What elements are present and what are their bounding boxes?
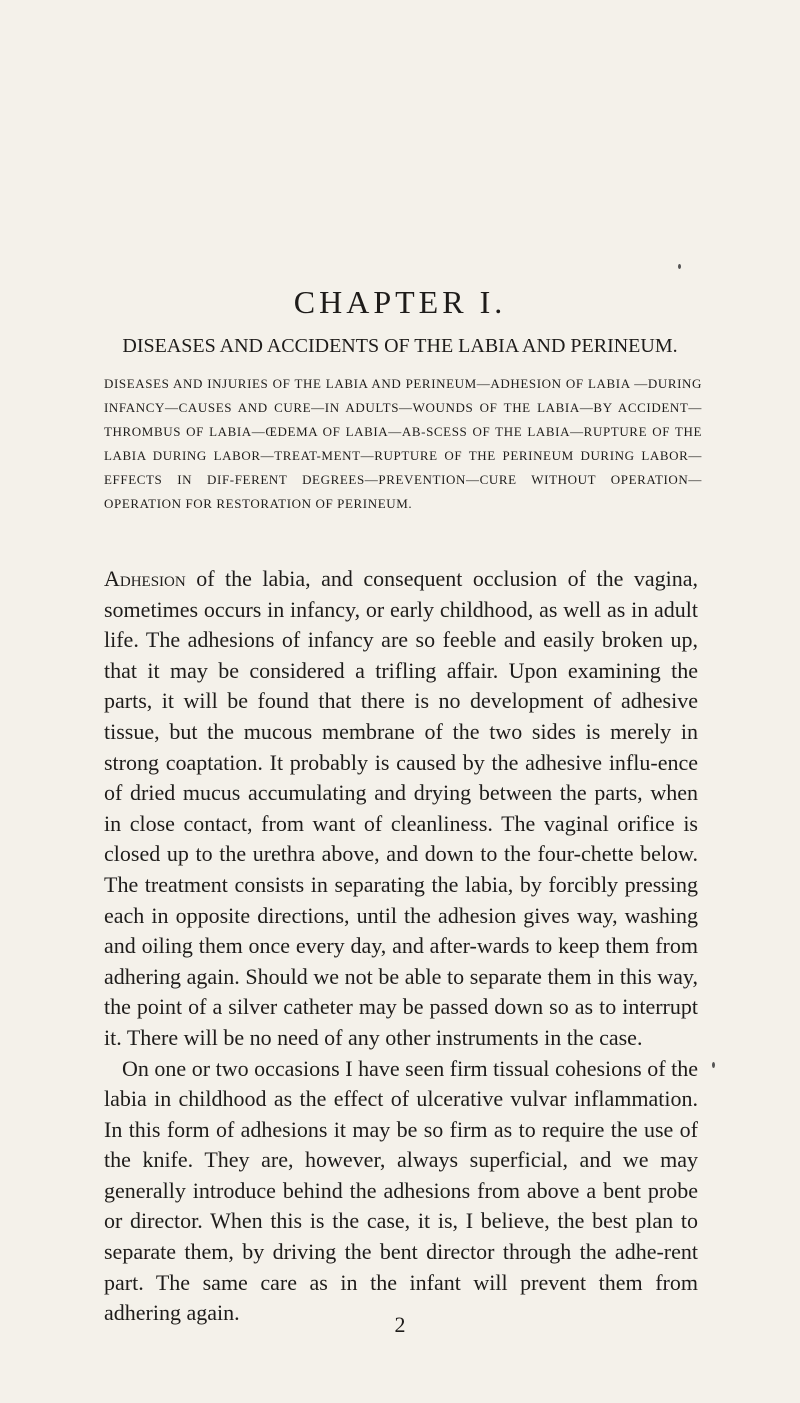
ink-speck <box>712 1062 715 1068</box>
page-number: 2 <box>394 1312 406 1337</box>
chapter-title: DISEASES AND ACCIDENTS OF THE LABIA AND PERINEUM. <box>122 335 678 357</box>
paragraph-1-text: of the labia, and consequent occlusion of the vagina, sometimes occurs in infancy, or early childhood, as well as in adult life. The adhesions of infancy are so feeble and easily broken up, that it may be considered a trifling affair. Upon examining the parts, it will be found that there is no development of adhesive tissue, but the mucous membrane of the two sides is merely in strong coaptation. It probably is caused by the adhesive influ-ence of dried mucus accumulating and drying between the parts, when in close contact, from want of cleanliness. The vaginal orifice is closed up to the urethra above, and down to the four-chette below. The treatment consists in separating the labia, by forcibly pressing each in opposite directions, until the adhesion gives way, washing and oiling them once every day, and after-wards to keep them from adhering again. Should we not be able to separate them in this way, the point of a silver catheter may be passed down so as to interrupt it. There will be no need of any other instruments in the case. <box>104 566 698 1050</box>
chapter-heading: CHAPTER I. <box>293 284 507 320</box>
paragraph-lead-word: Adhesion <box>104 566 186 591</box>
ink-speck <box>678 264 681 269</box>
chapter-summary: DISEASES AND INJURIES OF THE LABIA AND PERINEUM—ADHESION OF LABIA —DURING INFANCY—CAUSES AND CURE—IN ADULTS—WOUNDS OF THE LABIA—BY ACCIDENT—THROMBUS OF LABIA—ŒDEMA OF LABIA—AB-SCESS OF THE LABIA—RUPTURE OF THE LABIA DURING LABOR—TREAT-MENT—RUPTURE OF THE PERINEUM DURING LABOR—EFFECTS IN DIF-FERENT DEGREES—PREVENTION—CURE WITHOUT OPERATION—OPERATION FOR RESTORATION OF PERINEUM. <box>104 376 702 511</box>
paragraph-1 <box>104 564 698 1054</box>
paragraph-2: On one or two occasions I have seen firm tissual cohesions of the labia in childhood as the effect of ulcerative vulvar inflammation. In this form of adhesions it may be so firm as to require the use of the knife. They are, however, always superficial, and we may generally introduce behind the adhesions from above a bent probe or director. When this is the case, it is, I believe, the best plan to separate them, by driving the bent director through the adhe-rent part. The same care as in the infant will prevent them from adhering again. <box>104 1055 698 1326</box>
body-text <box>104 564 698 1329</box>
